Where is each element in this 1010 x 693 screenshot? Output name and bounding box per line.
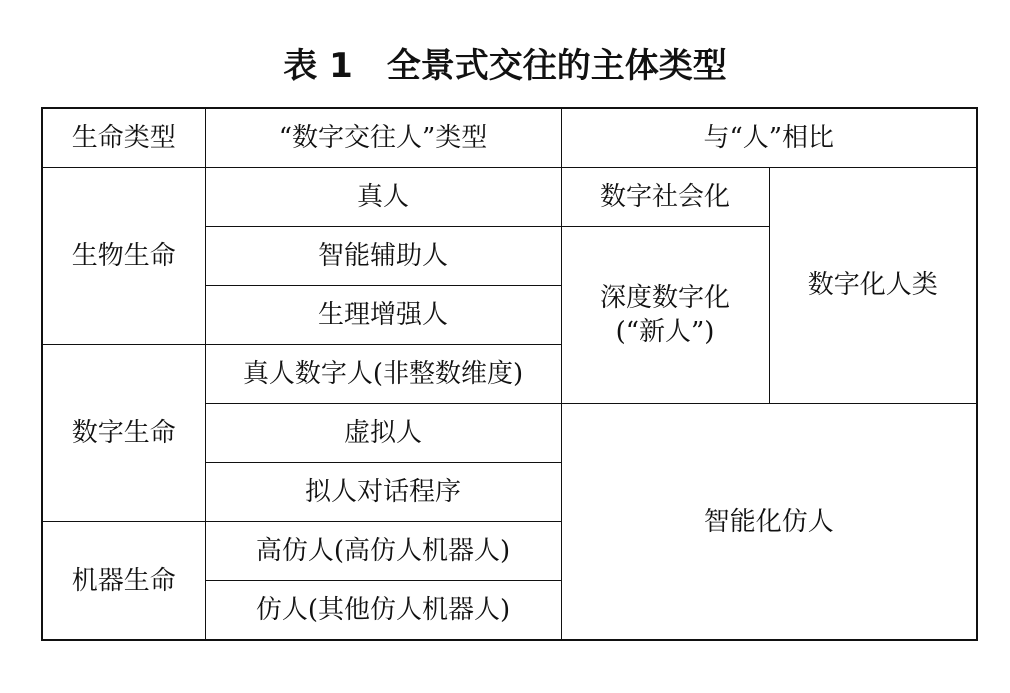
deep-digitalization-line1: 深度数字化	[599, 282, 730, 313]
cell-digital-socialization: 数字社会化	[561, 167, 769, 226]
subject-type-table	[41, 107, 978, 641]
row-cell: 仿人(其他仿人机器人)	[205, 581, 561, 640]
cell-digitized-humans: 数字化人类	[769, 167, 977, 403]
table-title: 表 1 全景式交往的主体类型	[283, 46, 727, 86]
group-digital-life: 数字生命	[42, 344, 205, 521]
row-cell: 虚拟人	[205, 404, 561, 463]
row-cell: 拟人对话程序	[205, 463, 561, 522]
header-human-type: “数字交往人”类型	[205, 108, 561, 167]
row-cell: 真人数字人(非整数维度)	[205, 344, 561, 403]
group-machine-life: 机器生命	[42, 522, 205, 640]
group-biological-life: 生物生命	[42, 167, 205, 344]
header-comparison: 与“人”相比	[561, 108, 977, 167]
cell-deep-digitalization	[561, 226, 769, 403]
header-life-type: 生命类型	[42, 108, 205, 167]
row-cell: 真人	[205, 167, 561, 226]
row-cell: 高仿人(高仿人机器人)	[205, 522, 561, 581]
cell-intelligent-humanoid: 智能化仿人	[561, 404, 977, 640]
deep-digitalization-line2: (“新人”)	[615, 316, 715, 347]
row-cell: 生理增强人	[205, 285, 561, 344]
table-row	[42, 167, 977, 226]
row-cell: 智能辅助人	[205, 226, 561, 285]
table-header-row	[42, 108, 977, 167]
